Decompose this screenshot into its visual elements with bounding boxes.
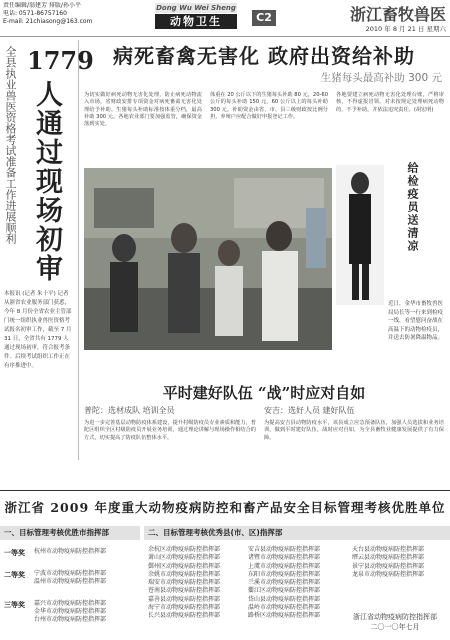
county-list-item: 海宁市动物疫病防控指挥部: [148, 604, 221, 612]
left-article: [0, 40, 94, 460]
anji-body: 为提高安吉县动物防疫水平，该县成立应急预备队伍，加强人员选拔和业务培训，做到平时建好队伍，战时应对自如，为全县畜牧业健康发展提供了有力保障。: [264, 420, 444, 441]
county-list-item: 上虞市动物疫病防控指挥部: [248, 562, 321, 570]
subsection-anji: 安吉：选好人员 建好队伍: [264, 406, 355, 415]
left-headline: 人通过现场初审: [31, 80, 62, 283]
tier-first: 一等奖: [4, 549, 25, 557]
main-body-col1: 为切实做好病死动物无害化处理，防止病死动物流入市场，省财政安排专项资金对病死畜禽无害化处理给予补助。生猪每头补助标准按体重分档，最高补助 300 元。各地农业部门要加强监管，确保资金落到实处。: [84, 92, 202, 128]
county-list-item: 路桥区动物疫病防控指挥部: [248, 612, 321, 620]
paper-name: 浙江畜牧兽医: [349, 5, 446, 24]
mid-headline: 平时建好队伍 “战”时应对自如: [162, 384, 366, 402]
tier-third: 三等奖: [4, 601, 25, 609]
photo-scene: [84, 168, 332, 350]
county-list-item: 温岭市动物疫病防控指挥部: [248, 604, 321, 612]
county-list-item: 余姚市动物疫病防控指挥部: [148, 570, 221, 578]
side-photo: [336, 165, 384, 305]
county-list-item: 嘉善县动物疫病防控指挥部: [148, 595, 221, 603]
county-list-col2: [248, 546, 320, 621]
side-photo-title: 给检疫员送清凉: [406, 162, 419, 253]
editor-info: [3, 2, 135, 26]
county-list-item: 安吉县动物疫病防控指挥部: [248, 546, 321, 553]
city-winners-header: 一、目标管理考核优胜市指挥部: [0, 526, 140, 540]
tier-second-winners: 宁波市动物疫病防控指挥部 温州市动物疫病防控指挥部: [34, 570, 107, 585]
county-list-item: 龙泉市动物疫病防控指挥部: [352, 570, 425, 578]
putuo-body: 为进一步完善基层动物防疫体系建设，提升村级防疫员专业素质和能力，普陀区组织全区村级防疫员开展业务培训，通过理论讲解与现场操作相结合的方式，切实提高了防疫队伍整体水平。: [84, 420, 256, 441]
county-list-item: 景宁县动物疫病防控指挥部: [352, 562, 425, 570]
masthead: [0, 0, 450, 37]
banner-divider: [0, 490, 450, 491]
headline-number: 1779: [27, 46, 94, 75]
county-winners-header: 二、目标管理考核优秀县(市、区)指挥部: [144, 526, 450, 540]
county-list-item: 瑞安市动物疫病防控指挥部: [148, 579, 221, 587]
county-list-item: 岱山县动物疫病防控指挥部: [248, 595, 321, 603]
page-number: C2: [252, 10, 276, 26]
issue-month: 二〇一〇年七月: [370, 623, 420, 631]
county-list-col1: [148, 546, 220, 621]
county-list-item: 余杭区动物疫病防控指挥部: [148, 546, 221, 553]
tier-third-winners: 嘉兴市动物疫病防控指挥部 金华市动物疫病防控指挥部 台州市动物疫病防控指挥部: [34, 600, 107, 623]
phone-line: 电话: 0571-86757160: [3, 10, 67, 17]
section-name: 动物卫生: [155, 14, 237, 29]
tier-second: 二等奖: [4, 571, 25, 579]
county-list-col3: [352, 546, 424, 579]
issuer: 浙江省动物疫病防控指挥部: [353, 613, 437, 621]
subsection-putuo: 普陀：选材成队 培训全员: [84, 406, 175, 415]
county-list-item: 苍南县动物疫病防控指挥部: [148, 587, 221, 595]
article-photo: [84, 168, 332, 350]
main-headline: 病死畜禽无害化 政府出资给补助: [113, 44, 415, 68]
county-list-item: 衢江区动物疫病防控指挥部: [248, 587, 321, 595]
main-subheadline: 生猪每头最高补助 300 元: [320, 72, 442, 84]
county-list-item: 诸暨市动物疫病防控指挥部: [248, 554, 321, 562]
county-list-item: 兰溪市动物疫病防控指挥部: [248, 579, 321, 587]
editor-line: 责任编辑/翁建芳 排版/孙小平: [3, 2, 81, 9]
left-kicker: 全县执业兽医资格考试准备工作进展顺利: [4, 46, 17, 244]
county-list-item: 天台县动物疫病防控指挥部: [352, 546, 425, 553]
county-list-item: 缙云县动物疫病防控指挥部: [352, 554, 425, 562]
left-body: 本报讯 (记者 朱十平) 记者从浙省农业服务部门获悉，今年 8 月份全省农业主管部门统一组织执业兽医资格考试报名初审工作，截至 7 月 31 日，全省共有 1779 人通过现场初审，符合报考条件。后续考试组织工作正在有序推进中。: [4, 291, 72, 369]
county-list-item: 长兴县动物疫病防控指挥部: [148, 612, 221, 620]
issue-date: 2010 年 8 月 21 日 星期六: [365, 25, 446, 33]
tier-first-winners: 杭州市动物疫病防控指挥部: [34, 548, 107, 555]
honor-list-title: 浙江省 2009 年度重大动物疫病防控和畜产品安全目标管理考核优胜单位: [4, 500, 446, 515]
section-pinyin: Dong Wu Wei Sheng: [156, 4, 236, 12]
county-list-item: 萧山区动物疫病防控指挥部: [148, 554, 221, 562]
side-photo-caption: 近日，金华市畜牧兽医局局长等一行来到检疫一线，看望慰问奋战在高温下的动物检疫员，并送去防暑降温物品。: [388, 301, 444, 341]
county-list-item: 东阳市动物疫病防控指挥部: [248, 570, 321, 578]
main-body-col2: 体重在 20 公斤以下的生猪每头补助 80 元，20-60 公斤的每头补助 150 元，60 公斤以上的每头补助 300 元。补助资金由省、市、县三级财政按比例分担，养殖户应配合做好申报登记工作。: [210, 92, 328, 120]
county-list-item: 鄞州区动物疫病防控指挥部: [148, 562, 221, 570]
email-line: E-mail: 21chiasong@163.com: [3, 18, 93, 25]
main-body-col3: 各地要建立病死动物无害化处理台账，严格审核，不得虚报冒领。对未按规定处理病死动物的，不予补助，并依法追究责任。(胡宏明): [336, 92, 444, 113]
